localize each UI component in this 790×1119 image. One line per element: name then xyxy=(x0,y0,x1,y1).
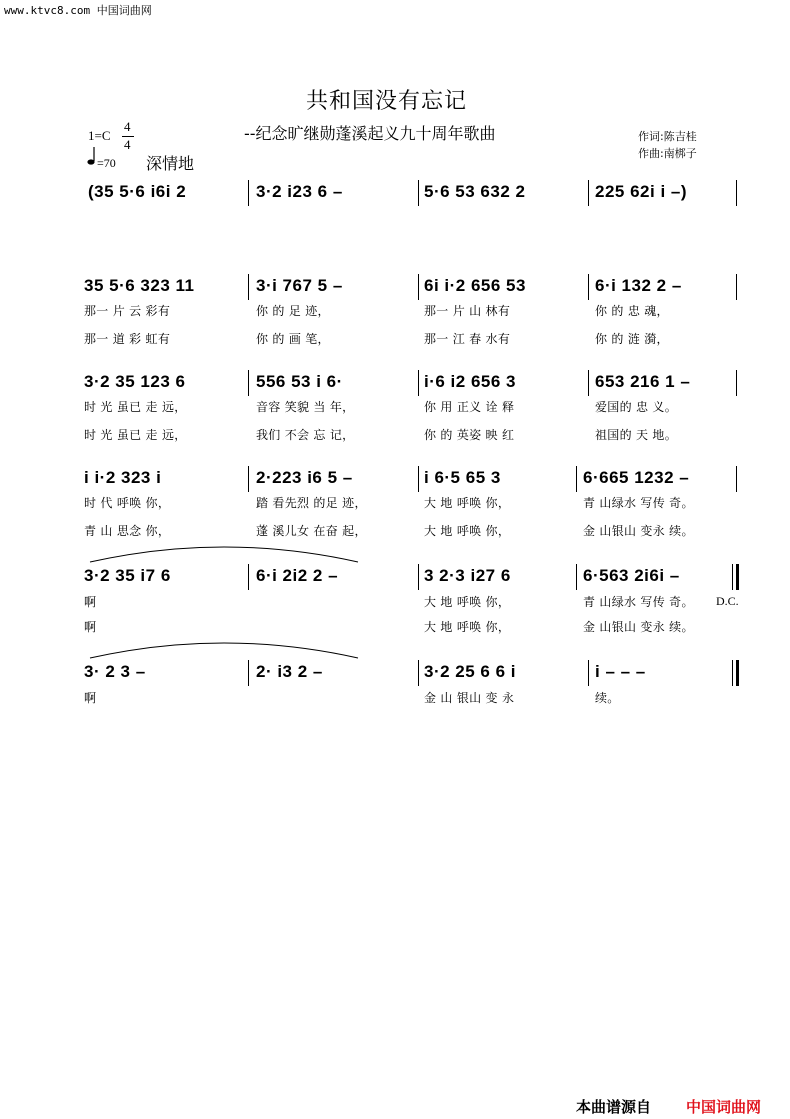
row4-lyrics2-m4: 金 山银山 变永 续。 xyxy=(583,524,694,538)
lyricist-credit: 作词:陈吉桂 xyxy=(638,130,697,143)
barline xyxy=(576,466,577,492)
row2-lyrics2-m1: 那一 道 彩 虹有 xyxy=(84,332,171,346)
row2-measure4: 6·i 132 2 – xyxy=(595,276,682,295)
barline xyxy=(418,564,419,590)
quarter-note-icon xyxy=(86,146,96,166)
row5-lyrics1-m3: 大 地 呼唤 你， xyxy=(424,595,511,609)
row1-measure1: (35 5·6 i6i 2 xyxy=(88,182,187,201)
row5-measure2: 6·i 2i2 2 – xyxy=(256,566,339,585)
footer-site-link[interactable]: 中国词曲网 xyxy=(686,1098,762,1116)
barline xyxy=(736,180,737,206)
row5-measure3: 3 2·3 i27 6 xyxy=(424,566,511,585)
row4-lyrics2-m1: 青 山 思念 你， xyxy=(84,524,171,538)
barline xyxy=(418,660,419,686)
barline xyxy=(736,370,737,396)
song-subtitle: --纪念旷继勋蓬溪起义九十周年歌曲 xyxy=(244,124,496,143)
barline xyxy=(248,180,249,206)
row3-measure4: 653 216 1 – xyxy=(595,372,691,391)
end-barline xyxy=(736,564,739,590)
barline xyxy=(736,274,737,300)
row2-lyrics2-m2: 你 的 画 笔， xyxy=(256,332,330,346)
phrase-slur xyxy=(88,540,360,564)
barline xyxy=(588,180,589,206)
barline xyxy=(732,660,733,686)
row5-measure1: 3·2 35 i7 6 xyxy=(84,566,171,585)
row1-measure4: 225 62i i –) xyxy=(595,182,688,201)
row4-lyrics2-m2: 蓬 溪儿女 在奋 起， xyxy=(256,524,367,538)
row1-measure2: 3·2 i23 6 – xyxy=(256,182,343,201)
row4-measure3: i 6·5 65 3 xyxy=(424,468,501,487)
barline xyxy=(418,274,419,300)
barline xyxy=(588,660,589,686)
barline xyxy=(732,564,733,590)
phrase-slur xyxy=(88,636,360,660)
row3-lyrics2-m2: 我们 不会 忘 记， xyxy=(256,428,355,442)
barline xyxy=(588,274,589,300)
row5-lyrics1-m4: 青 山绿水 写传 奇。 xyxy=(583,595,694,609)
row6-measure4: i – – – xyxy=(595,662,646,681)
row3-measure3: i·6 i2 656 3 xyxy=(424,372,517,391)
row2-lyrics1-m3: 那一 片 山 林有 xyxy=(424,304,511,318)
row4-measure2: 2·223 i6 5 – xyxy=(256,468,353,487)
barline xyxy=(248,466,249,492)
barline xyxy=(248,274,249,300)
row5-lyrics2-m3: 大 地 呼唤 你， xyxy=(424,620,511,634)
row3-measure2: 556 53 i 6· xyxy=(256,372,343,391)
row6-lyrics1-m3: 金 山 银山 变 永 xyxy=(424,691,515,705)
row6-measure2: 2· i3 2 – xyxy=(256,662,323,681)
row3-lyrics1-m4: 爱国的 忠 义。 xyxy=(595,400,678,414)
da-capo-mark: D.C. xyxy=(716,594,739,608)
barline xyxy=(248,370,249,396)
composer-credit: 作曲:南梆子 xyxy=(638,147,697,160)
row4-lyrics1-m4: 青 山绿水 写传 奇。 xyxy=(583,496,694,510)
site-header: www.ktvc8.com 中国词曲网 xyxy=(4,4,152,17)
row5-lyrics2-m4: 金 山银山 变永 续。 xyxy=(583,620,694,634)
row3-lyrics1-m2: 音容 笑貌 当 年， xyxy=(256,400,355,414)
expression-marking: 深情地 xyxy=(146,154,195,173)
barline xyxy=(418,466,419,492)
barline xyxy=(576,564,577,590)
row2-lyrics1-m4: 你 的 忠 魂， xyxy=(595,304,669,318)
row3-measure1: 3·2 35 123 6 xyxy=(84,372,186,391)
row5-lyrics1-m1: 啊 xyxy=(84,595,97,609)
key-signature: 1=C xyxy=(88,128,111,143)
time-signature-bottom: 4 xyxy=(124,137,131,152)
row4-measure1: i i·2 323 i xyxy=(84,468,162,487)
barline xyxy=(418,180,419,206)
tempo-marking: =70 xyxy=(97,156,116,170)
barline xyxy=(588,370,589,396)
row6-measure3: 3·2 25 6 6 i xyxy=(424,662,517,681)
row3-lyrics2-m4: 祖国的 天 地。 xyxy=(595,428,678,442)
barline xyxy=(248,660,249,686)
row5-lyrics2-m1: 啊 xyxy=(84,620,97,634)
song-title: 共和国没有忘记 xyxy=(306,89,468,114)
row6-measure1: 3· 2 3 – xyxy=(84,662,146,681)
row3-lyrics1-m3: 你 用 正义 诠 释 xyxy=(424,400,515,414)
row6-lyrics1-m4: 续。 xyxy=(595,691,620,705)
row2-measure1: 35 5·6 323 11 xyxy=(84,276,195,295)
row4-measure4: 6·665 1232 – xyxy=(583,468,690,487)
row4-lyrics1-m1: 时 代 呼唤 你， xyxy=(84,496,171,510)
row5-measure4: 6·563 2i6i – xyxy=(583,566,680,585)
row2-measure2: 3·i 767 5 – xyxy=(256,276,343,295)
barline xyxy=(736,466,737,492)
footer-source: 本曲谱源自 xyxy=(576,1098,652,1116)
row3-lyrics1-m1: 时 光 虽已 走 远， xyxy=(84,400,187,414)
row2-lyrics2-m3: 那一 江 春 水有 xyxy=(424,332,511,346)
time-signature-top: 4 xyxy=(124,119,131,134)
end-barline xyxy=(736,660,739,686)
row2-measure3: 6i i·2 656 53 xyxy=(424,276,526,295)
row3-lyrics2-m3: 你 的 英姿 映 红 xyxy=(424,428,515,442)
row4-lyrics1-m2: 踏 看先烈 的足 迹， xyxy=(256,496,367,510)
row2-lyrics1-m1: 那一 片 云 彩有 xyxy=(84,304,171,318)
row2-lyrics1-m2: 你 的 足 迹， xyxy=(256,304,330,318)
barline xyxy=(418,370,419,396)
row2-lyrics2-m4: 你 的 涟 漪， xyxy=(595,332,669,346)
row1-measure3: 5·6 53 632 2 xyxy=(424,182,526,201)
row6-lyrics1-m1: 啊 xyxy=(84,691,97,705)
row4-lyrics1-m3: 大 地 呼唤 你， xyxy=(424,496,511,510)
row4-lyrics2-m3: 大 地 呼唤 你， xyxy=(424,524,511,538)
row3-lyrics2-m1: 时 光 虽已 走 远， xyxy=(84,428,187,442)
barline xyxy=(248,564,249,590)
